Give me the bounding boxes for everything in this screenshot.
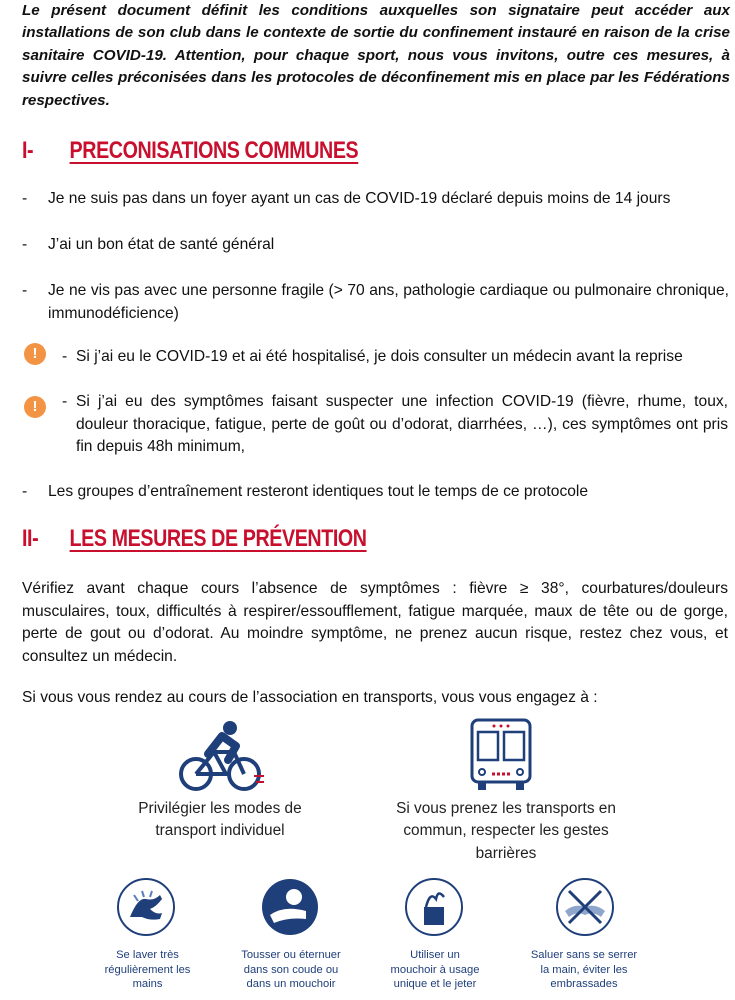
bus-icon (468, 718, 534, 794)
section-heading-1 (22, 137, 358, 165)
gesture-caption: Tousser ou éternuer dans son coude ou dans un mouchoir (241, 949, 341, 991)
no-handshake-icon (555, 877, 615, 937)
bicycle-icon (178, 718, 266, 794)
section-number: I- (22, 137, 34, 164)
warning-icon: ! (24, 396, 46, 418)
hand-washing-icon (116, 877, 176, 937)
cough-elbow-icon (260, 877, 320, 937)
prevention-paragraph: Vérifiez avant chaque cours l’absence de symptômes : fièvre ≥ 38°, courbatures/douleurs musculaires, toux, difficultés à respirer/essoufflement, fatigue marquée, maux de tête ou de gorge, perte de gout ou d’odorat. Au moindre symptôme, ne prenez aucun risque, restez chez vous, et consultez un médecin. (22, 580, 728, 665)
section-title: LES MESURES DE PRÉVENTION (69, 525, 367, 552)
transport-intro: Si vous vous rendez au cours de l’association en transports, vous vous engagez à : (22, 689, 598, 706)
bike-caption: Privilégier les modes de transport individuel (138, 800, 302, 840)
intro-paragraph: Le présent document définit les conditions auxquelles son signataire peut accéder aux installations de son club dans le contexte de sortie du confinement instauré en raison de la crise sanitaire COVID-19. Attention, pour chaque sport, nous vous invitons, outre ces mesures, à suivre celles préconisées dans les protocoles de déconfinement mis en place par les Fédérations respectives. (22, 2, 730, 109)
gesture-caption: Utiliser un mouchoir à usage unique et le jeter (390, 949, 480, 991)
section-title: PRECONISATIONS COMMUNES (69, 137, 359, 164)
warning-icon: ! (24, 343, 46, 365)
gesture-caption: Saluer sans se serrer la main, éviter les embrassades (530, 949, 638, 991)
section-heading-2 (22, 525, 367, 553)
bus-caption: Si vous prenez les transports en commun, respecter les gestes barrières (396, 800, 616, 862)
tissue-icon (404, 877, 464, 937)
gesture-caption: Se laver très régulièrement les mains (104, 949, 191, 991)
section-number: II- (22, 525, 39, 552)
